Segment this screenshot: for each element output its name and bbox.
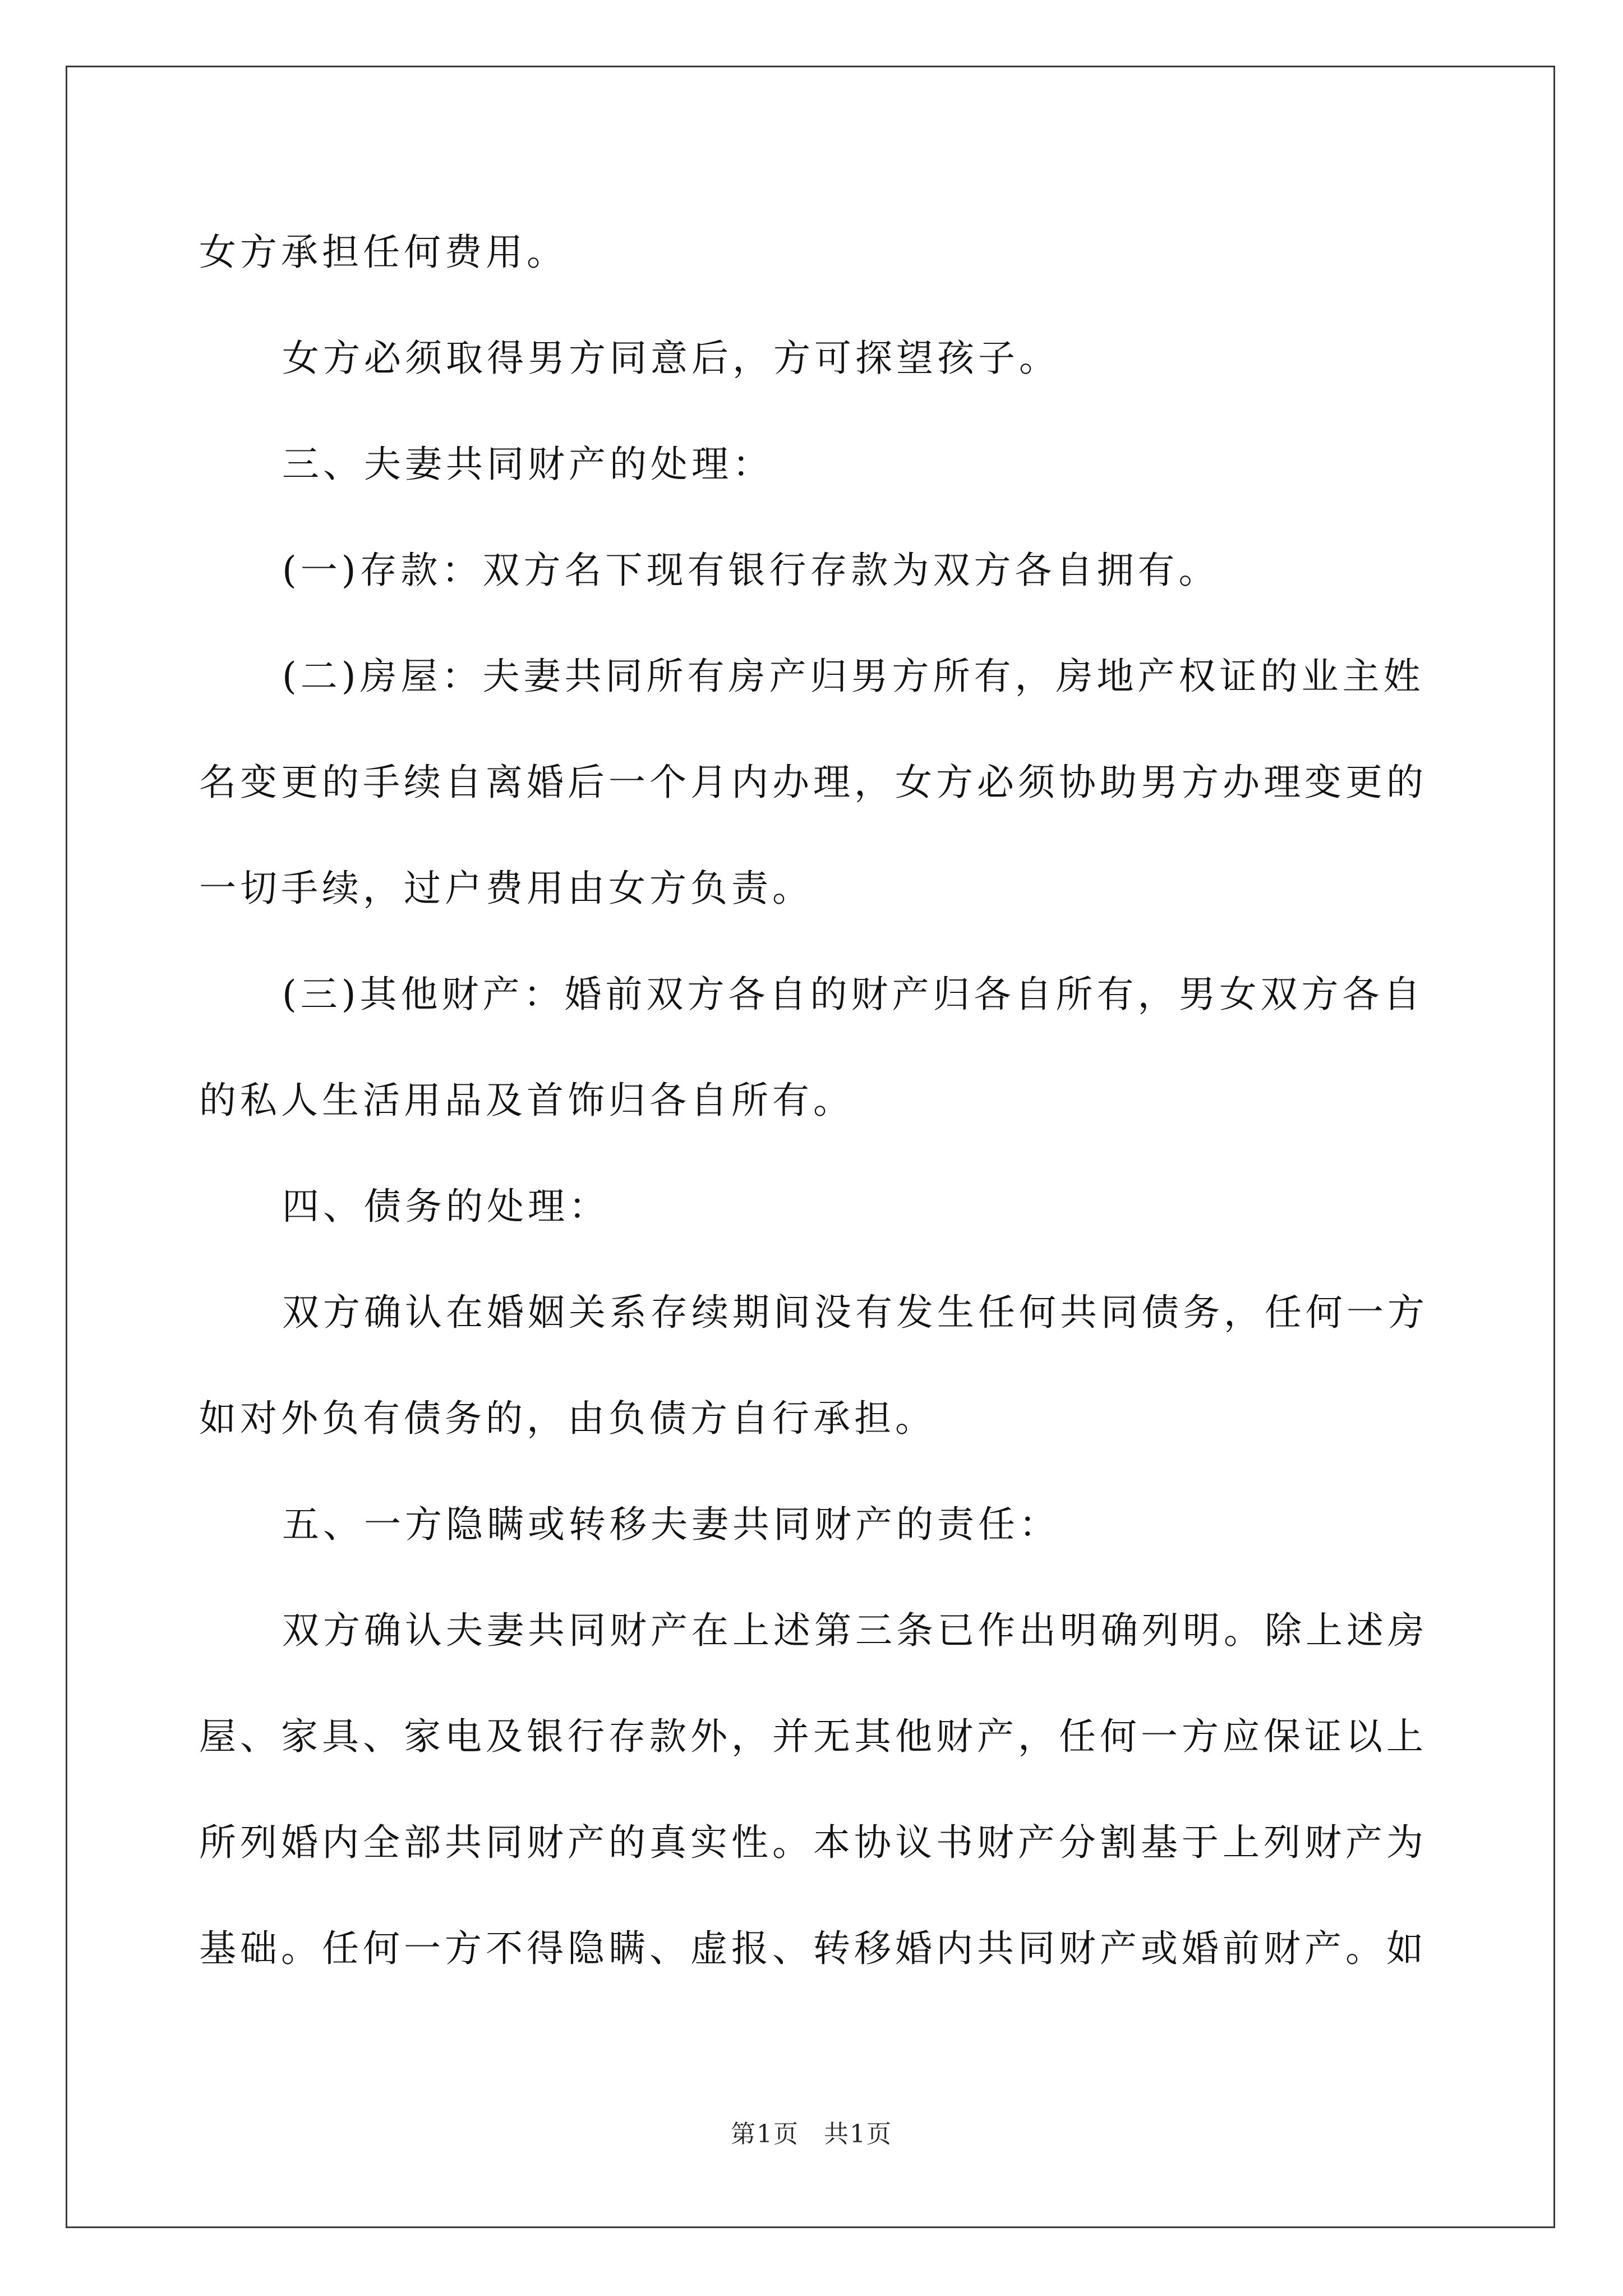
text-line: 屋、家具、家电及银行存款外，并无其他财产，任何一方应保证以上	[199, 1715, 1427, 1758]
text-line: (三)其他财产：婚前双方各自的财产归各自所有，男女双方各自	[282, 973, 1424, 1016]
text-line: 名变更的手续自离婚后一个月内办理，女方必须协助男方办理变更的	[199, 761, 1427, 804]
text-line: 双方确认夫妻共同财产在上述第三条已作出明确列明。除上述房	[282, 1609, 1428, 1652]
text-line: 一切手续，过户费用由女方负责。	[199, 867, 813, 910]
text-line: 的私人生活用品及首饰归各自所有。	[199, 1079, 854, 1122]
text-line: 五、一方隐瞒或转移夫妻共同财产的责任：	[282, 1503, 1060, 1546]
page-footer	[0, 2114, 1623, 2150]
text-line: 双方确认在婚姻关系存续期间没有发生任何共同债务，任何一方	[282, 1291, 1428, 1334]
text-line: 女方必须取得男方同意后，方可探望孩子。	[282, 337, 1060, 380]
page-number: 第1页	[731, 2120, 799, 2148]
text-line: 女方承担任何费用。	[199, 231, 568, 274]
text-line: (二)房屋：夫妻共同所有房产归男方所有，房地产权证的业主姓	[282, 655, 1424, 698]
text-line: 基础。任何一方不得隐瞒、虚报、转移婚内共同财产或婚前财产。如	[199, 1927, 1427, 1970]
text-line: 四、债务的处理：	[282, 1185, 610, 1228]
text-line: (一)存款：双方名下现有银行存款为双方各自拥有。	[282, 549, 1220, 592]
text-line: 如对外负有债务的，由负债方自行承担。	[199, 1397, 936, 1440]
text-line: 三、夫妻共同财产的处理：	[282, 443, 773, 486]
text-line: 所列婚内全部共同财产的真实性。本协议书财产分割基于上列财产为	[199, 1821, 1427, 1864]
document-body	[199, 199, 1427, 2001]
page-total: 共1页	[824, 2120, 892, 2148]
